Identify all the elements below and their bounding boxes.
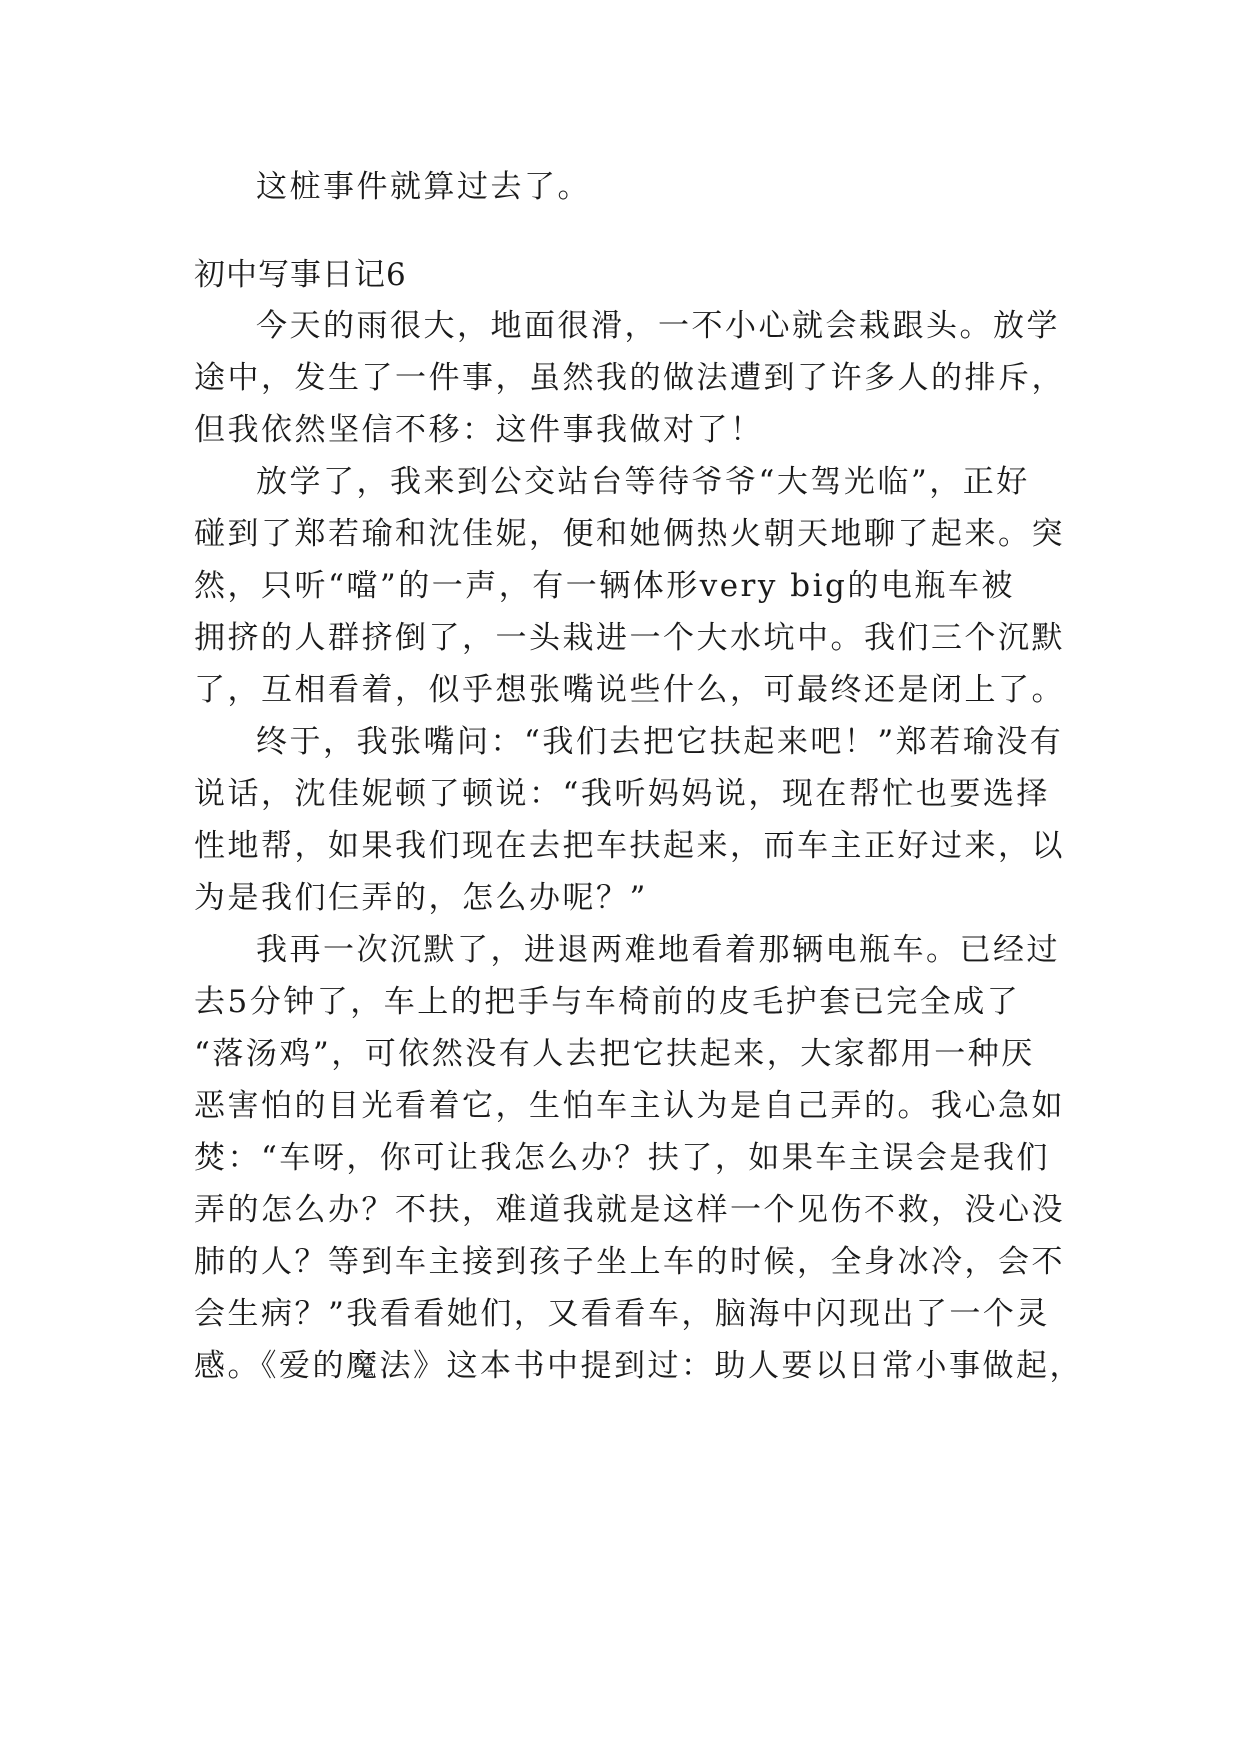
text-line: 我再一次沉默了，进退两难地看着那辆电瓶车。已经过 bbox=[256, 932, 1060, 968]
text-line: 但我依然坚信不移：这件事我做对了！ bbox=[194, 412, 764, 448]
text-line: “落汤鸡”，可依然没有人去把它扶起来，大家都用一种厌 bbox=[194, 1036, 1035, 1072]
text-line: 了，互相看着，似乎想张嘴说些什么，可最终还是闭上了。 bbox=[194, 672, 1065, 708]
text-line: 感。《爱的魔法》这本书中提到过：助人要以日常小事做起， bbox=[194, 1348, 1083, 1384]
text-line: 途中，发生了一件事，虽然我的做法遭到了许多人的排斥， bbox=[194, 360, 1065, 396]
paragraph-closing-line: 这桩事件就算过去了。 bbox=[256, 169, 591, 205]
text-line: 焚：“车呀，你可让我怎么办？扶了，如果车主误会是我们 bbox=[194, 1140, 1050, 1176]
text-line: 今天的雨很大，地面很滑，一不小心就会栽跟头。放学 bbox=[256, 308, 1060, 344]
text-line: 终于，我张嘴问：“我们去把它扶起来吧！”郑若瑜没有 bbox=[256, 724, 1064, 760]
text-line: 去5分钟了，车上的把手与车椅前的皮毛护套已完全成了 bbox=[194, 984, 1021, 1020]
text-line: 然，只听“噹”的一声，有一辆体形very big的电瓶车被 bbox=[194, 568, 1015, 604]
section-title: 初中写事日记6 bbox=[194, 257, 407, 293]
text-line: 恶害怕的目光看着它，生怕车主认为是自己弄的。我心急如 bbox=[194, 1088, 1065, 1124]
text-line: 会生病？”我看看她们，又看看车，脑海中闪现出了一个灵 bbox=[194, 1296, 1050, 1332]
text-line: 弄的怎么办？不扶，难道我就是这样一个见伤不救，没心没 bbox=[194, 1192, 1065, 1228]
text-line: 说话，沈佳妮顿了顿说：“我听妈妈说，现在帮忙也要选择 bbox=[194, 776, 1050, 812]
text-line: 性地帮，如果我们现在去把车扶起来，而车主正好过来，以 bbox=[194, 828, 1065, 864]
text-line: 肺的人？等到车主接到孩子坐上车的时候，全身冰冷，会不 bbox=[194, 1244, 1065, 1280]
text-line: 拥挤的人群挤倒了，一头栽进一个大水坑中。我们三个沉默 bbox=[194, 620, 1065, 656]
text-line: 碰到了郑若瑜和沈佳妮，便和她俩热火朝天地聊了起来。突 bbox=[194, 516, 1065, 552]
text-line: 为是我们仨弄的，怎么办呢？” bbox=[194, 880, 648, 916]
text-line: 放学了，我来到公交站台等待爷爷“大驾光临”，正好 bbox=[256, 464, 1030, 500]
